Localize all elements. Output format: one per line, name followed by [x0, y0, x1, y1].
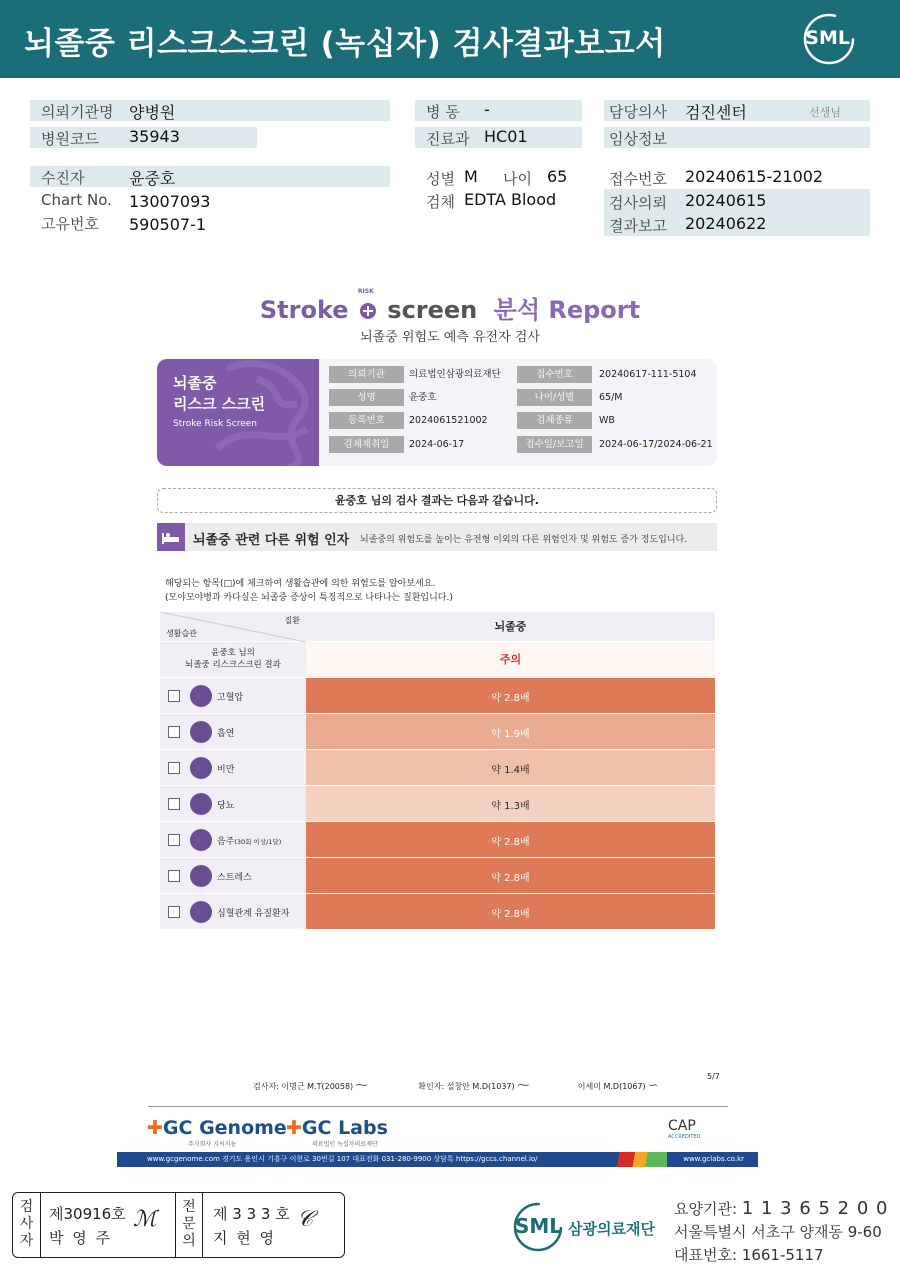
org-phone-label: 대표번호:: [674, 1246, 738, 1264]
stamp-signature2: 𝒞: [297, 1207, 314, 1232]
risk-row-label: [217, 726, 234, 739]
page-number: 5/7: [707, 1072, 720, 1081]
stamp-name2: 지 현 영: [213, 1229, 277, 1247]
risk-row-value-cell: [306, 714, 715, 750]
footer-bar-right: www.gclabs.co.kr: [683, 1155, 744, 1163]
risk-row-label-cell: [160, 750, 306, 786]
section-title: 뇌졸중 관련 다른 위험 인자: [193, 533, 350, 548]
age-label: 나이: [503, 170, 532, 188]
stamp-col1: 검사자: [13, 1193, 41, 1257]
age-value: 65: [547, 167, 568, 186]
stamp-signature1: ℳ: [133, 1207, 157, 1232]
org-code-label: 요양기관:: [674, 1200, 738, 1218]
specimen-label: 검체: [426, 193, 455, 211]
card-title-panel: [157, 359, 319, 466]
field-value: 2024-06-17: [409, 439, 465, 450]
risk-label-text: 고혈압: [217, 693, 244, 703]
field-value: 윤중호: [409, 392, 437, 403]
request-value: 20240615: [685, 191, 767, 210]
bed-icon: [157, 523, 185, 551]
tester-signature: ⁓: [355, 1078, 368, 1092]
result-value: 주의: [306, 642, 715, 678]
footer-bar: [117, 1152, 758, 1167]
ward-label: 병 동: [426, 103, 460, 121]
risk-value: 약 2.8배: [491, 909, 530, 920]
section-desc: 뇌졸중의 위험도를 높이는 유전형 이외의 다른 위험인자 및 위험도 증가 정도입니다.: [360, 535, 688, 545]
cross-icon: ✚: [147, 1117, 163, 1139]
card-title-en: Stroke Risk Screen: [173, 419, 257, 429]
org-logo-text: SML: [515, 1214, 563, 1238]
risk-row-label: [217, 690, 243, 703]
field-label: 접수번호: [517, 366, 592, 383]
cap-sub: ACCREDITED: [668, 1134, 701, 1140]
risk-row-value-cell: [306, 786, 715, 822]
doctor-value: 검진센터: [685, 103, 747, 122]
risk-row-value-cell: [306, 750, 715, 786]
risk-row-label: [217, 762, 234, 775]
risk-checkbox[interactable]: [168, 690, 180, 702]
tester-name: 검사자: 이명근 M.T(20058): [253, 1082, 354, 1091]
obesity-icon: [190, 757, 212, 779]
field-label: 검체채취일: [329, 436, 404, 453]
footer-divider: [148, 1106, 728, 1107]
risk-row-label-cell: [160, 714, 306, 750]
corner-top: 질환: [284, 616, 300, 625]
third-signature: ∽: [648, 1078, 659, 1092]
gc-labs-logo: [286, 1117, 388, 1139]
result-notice: 윤중호 님의 검사 결과는 다음과 같습니다.: [157, 488, 717, 513]
chart-value: 13007093: [129, 192, 211, 211]
instruction-line1: 해당되는 항목(□)에 체크하여 생활습관에 의한 위험도를 알아보세요.: [165, 579, 436, 589]
stress-icon: [190, 865, 212, 887]
gc-labs-sub: 의료법인 녹십자의료재단: [312, 1141, 378, 1148]
patient-value: 윤중호: [129, 169, 176, 188]
blood-pressure-icon: [190, 685, 212, 707]
ward-value: -: [484, 100, 490, 119]
field-label: 접수일/보고일: [517, 436, 592, 453]
brand-risk: RISK: [357, 288, 374, 295]
field-value: 2024-06-17/2024-06-21: [599, 439, 713, 450]
risk-label-text: 음주: [217, 837, 235, 847]
risk-row-label-cell: [160, 786, 306, 822]
specimen-value: EDTA Blood: [464, 190, 557, 209]
report-subtitle: 뇌졸중 위험도 예측 유전자 검사: [360, 330, 540, 345]
field-value: 의료법인삼광의료재단: [409, 369, 501, 380]
gc-labs-text: GC Labs: [301, 1117, 388, 1139]
risk-label-text: 흡연: [217, 729, 235, 739]
confirmer-signature: ⁓: [517, 1078, 530, 1092]
risk-value: 약 1.3배: [491, 801, 530, 812]
field-value: 65/M: [599, 392, 623, 403]
risk-row-value-cell: [306, 822, 715, 858]
gc-genome-logo: [147, 1117, 287, 1139]
test-info-card: [157, 359, 717, 466]
org-code-value: 1 1 3 6 5 2 0 0: [741, 1198, 889, 1219]
field-value: 2024061521002: [409, 415, 488, 426]
patient-label: 수진자: [41, 169, 85, 187]
brand-stroke: Stroke: [259, 296, 349, 324]
stroke-screen-brand: [0, 290, 900, 325]
field-label: 나이/성별: [517, 389, 592, 406]
org-phone: [674, 1244, 824, 1265]
chart-label: Chart No.: [41, 191, 112, 209]
risk-label-text: 비만: [217, 765, 235, 775]
report-label: 결과보고: [609, 217, 667, 235]
org-name: 삼광의료재단: [568, 1220, 655, 1238]
risk-label-text: 당뇨: [217, 801, 235, 811]
institution-value: 양병원: [129, 103, 176, 122]
risk-table: [160, 612, 715, 930]
risk-checkbox[interactable]: [168, 762, 180, 774]
org-code: [674, 1198, 888, 1219]
instruction-line2: (모야모야병과 카다실은 뇌졸중 증상이 특징적으로 나타나는 질환입니다.): [165, 593, 453, 603]
clinical-label: 임상정보: [609, 130, 667, 148]
field-label: 의뢰기관: [329, 366, 404, 383]
cross-icon: ✚: [286, 1117, 302, 1139]
stamp-name1: 박 영 주: [49, 1229, 113, 1247]
uid-label: 고유번호: [41, 215, 99, 233]
signature-stamp-box: [12, 1192, 345, 1258]
risk-label-text: 스트레스: [217, 873, 252, 883]
risk-value: 약 2.8배: [491, 693, 530, 704]
sml-logo-text: SML: [805, 27, 850, 49]
result-label-line2: 뇌졸중 리스크스크린 결과: [185, 660, 281, 670]
report-value: 20240622: [685, 214, 767, 233]
card-title-line1: 뇌졸중: [173, 374, 217, 392]
doctor-label: 담당의사: [609, 103, 667, 121]
drinking-icon: [190, 829, 212, 851]
confirmer-name: 확인자: 설창안 M.D(1037): [418, 1082, 515, 1091]
stamp-no2: 제 3 3 3 호: [213, 1205, 290, 1223]
field-label: 검체종류: [517, 412, 592, 429]
color-stripe: [607, 1152, 667, 1167]
risk-row-label: [217, 870, 252, 883]
risk-row-value-cell: [306, 894, 715, 930]
stamp-col2: 전문의: [175, 1193, 203, 1257]
stamp-no1: 제30916호: [49, 1205, 126, 1223]
request-label: 검사의뢰: [609, 194, 667, 212]
heart-disease-icon: [190, 901, 212, 923]
risk-label-text: 심혈관계 유질환자: [217, 909, 290, 919]
receipt-label: 접수번호: [609, 170, 667, 188]
risk-row-label: [217, 906, 289, 919]
uid-value: 590507-1: [129, 215, 207, 234]
risk-row-label-cell: [160, 858, 306, 894]
risk-checkbox[interactable]: [168, 726, 180, 738]
doctor-suffix: 선생님: [809, 106, 841, 119]
result-label-line1: 윤중호 님의: [211, 648, 255, 658]
dept-value: HC01: [484, 127, 528, 146]
disease-header: 뇌졸중: [306, 612, 715, 642]
field-value: WB: [599, 415, 615, 426]
card-title-line2: 리스크 스크린: [173, 395, 266, 413]
brain-icon: [357, 288, 379, 318]
risk-row-label: [217, 798, 234, 811]
org-logo: [510, 1200, 566, 1258]
corner-bottom: 생활습관: [166, 629, 197, 638]
third-name: 이세미 M.D(1067): [577, 1082, 646, 1091]
brand-report: 분석 Report: [493, 296, 641, 324]
hospital-code-value: 35943: [129, 127, 180, 146]
org-phone-value: 1661-5117: [741, 1246, 824, 1264]
risk-label-small: (30회 이상/1달): [234, 838, 282, 846]
sex-label: 성별: [426, 170, 455, 188]
field-label: 등록번호: [329, 412, 404, 429]
risk-row-label-cell: [160, 822, 306, 858]
org-address: 서울특별시 서초구 양재동 9-60: [674, 1223, 882, 1241]
gc-genome-text: GC Genome: [162, 1117, 287, 1139]
dept-label: 진료과: [426, 130, 470, 148]
risk-value: 약 1.9배: [491, 729, 530, 740]
field-value: 20240617-111-5104: [599, 369, 697, 380]
field-label: 성명: [329, 389, 404, 406]
risk-row-label-cell: [160, 678, 306, 714]
risk-checkbox[interactable]: [168, 906, 180, 918]
cap-logo: CAP: [668, 1118, 696, 1134]
sex-value: M: [464, 167, 478, 186]
receipt-value: 20240615-21002: [685, 167, 824, 186]
risk-value: 약 1.4배: [491, 765, 530, 776]
gc-genome-sub: 주식회사 지씨지놈: [188, 1141, 237, 1148]
brand-screen: screen: [387, 296, 478, 324]
risk-row-value-cell: [306, 858, 715, 894]
footer-bar-left: www.gcgenome.com 경기도 용인시 기흥구 이현로 30번길 107 대표전화 031-280-9900 상담톡 https://gccs.channel.io/: [147, 1155, 538, 1163]
smoking-icon: [190, 721, 212, 743]
risk-checkbox[interactable]: [168, 870, 180, 882]
risk-value: 약 2.8배: [491, 837, 530, 848]
instructions: [165, 577, 453, 605]
report-header: [0, 0, 900, 78]
risk-checkbox[interactable]: [168, 834, 180, 846]
risk-row-label-cell: [160, 894, 306, 930]
risk-checkbox[interactable]: [168, 798, 180, 810]
risk-row-value-cell: [306, 678, 715, 714]
institution-label: 의뢰기관명: [41, 103, 114, 121]
section-header: [157, 523, 717, 551]
risk-row-label: [217, 834, 281, 847]
card-title: [173, 373, 265, 415]
table-corner: [160, 612, 306, 642]
risk-value: 약 2.8배: [491, 873, 530, 884]
hospital-code-label: 병원코드: [41, 130, 99, 148]
signature-line: [253, 1078, 694, 1092]
diabetes-icon: [190, 793, 212, 815]
report-title: 뇌졸중 리스크스크린 (녹십자) 검사결과보고서: [24, 26, 666, 62]
result-label: [160, 642, 306, 678]
